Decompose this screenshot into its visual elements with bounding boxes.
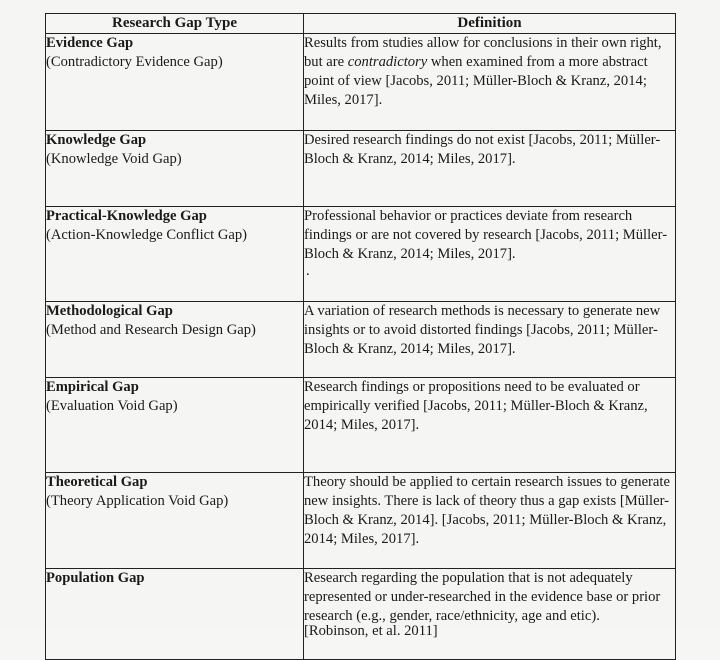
definition-text: Research regarding the population that is not adequately represented or under-researched in the evidence base or prior research (e.g., gender, race/ethnicity, age and etic). xyxy=(304,570,661,624)
definition-cell xyxy=(304,34,676,131)
table-row-theoretical-gap xyxy=(46,473,676,569)
gap-type-name: Population Gap xyxy=(46,570,145,586)
definition-text-continued: when examined from a more abstract point of view [Jacobs, 2011; Müller-Bloch & Kranz, 2014; Miles, 2017]. xyxy=(304,54,648,108)
definition-text: Professional behavior or practices deviate from research findings or are not covered by research [Jacobs, 2011; Müller-Bloch & Kranz, 2014; Miles, 2017]. xyxy=(304,208,668,262)
gap-type-cell xyxy=(46,473,304,569)
definition-cell: Desired research findings do not exist [Jacobs, 2011; Müller-Bloch & Kranz, 2014; Miles, 2017]. xyxy=(304,131,676,207)
table-row-practical-knowledge-gap xyxy=(46,207,676,302)
gap-type-cell xyxy=(46,207,304,302)
gap-type-alias: (Method and Research Design Gap) xyxy=(46,322,256,338)
gap-type-cell xyxy=(46,569,304,660)
gap-type-name: Practical-Knowledge Gap xyxy=(46,208,207,224)
gap-type-alias: (Theory Application Void Gap) xyxy=(46,493,229,509)
gap-type-name: Methodological Gap xyxy=(46,303,173,319)
gap-type-cell xyxy=(46,34,304,131)
definition-cell: Theory should be applied to certain research issues to generate new insights. There is lack of theory thus a gap exists [Müller-Bloch & Kranz, 2014]. [Jacobs, 2011; Müller-Bloch & Kranz, 2014; Miles, 2017]. xyxy=(304,473,676,569)
gap-type-cell xyxy=(46,302,304,378)
gap-type-alias: (Contradictory Evidence Gap) xyxy=(46,54,223,70)
gap-type-cell xyxy=(46,131,304,207)
gap-type-alias: (Knowledge Void Gap) xyxy=(46,151,182,167)
gap-type-alias: (Evaluation Void Gap) xyxy=(46,398,178,414)
definition-cell xyxy=(304,569,676,660)
table-row-population-gap xyxy=(46,569,676,660)
header-row xyxy=(46,14,676,34)
gap-type-name: Knowledge Gap xyxy=(46,132,147,148)
research-gap-table xyxy=(45,13,676,660)
gap-type-name: Evidence Gap xyxy=(46,35,134,51)
gap-type-name: Empirical Gap xyxy=(46,379,139,395)
table-row-evidence-gap xyxy=(46,34,676,131)
definition-text: Results from studies allow for conclusions in their own right, but are xyxy=(304,35,662,70)
definition-emphasis: contradictory xyxy=(347,54,428,70)
table-row-knowledge-gap xyxy=(46,131,676,207)
header-gap-type: Research Gap Type xyxy=(46,14,304,34)
definition-cell: Research findings or propositions need to be evaluated or empirically verified [Jacobs, 2011; Müller-Bloch & Kranz, 2014; Miles, 2017]. xyxy=(304,378,676,473)
table-row-methodological-gap xyxy=(46,302,676,378)
definition-cell xyxy=(304,207,676,302)
stray-dot: . xyxy=(306,263,310,279)
definition-cell: A variation of research methods is necessary to generate new insights or to avoid distorted findings [Jacobs, 2011; Müller-Bloch & Kranz, 2014; Miles, 2017]. xyxy=(304,302,676,378)
cut-off-citation: [Robinson, et al. 2011] xyxy=(304,623,438,639)
gap-type-alias: (Action-Knowledge Conflict Gap) xyxy=(46,227,248,243)
table-row-empirical-gap xyxy=(46,378,676,473)
gap-type-cell xyxy=(46,378,304,473)
gap-type-name: Theoretical Gap xyxy=(46,474,148,490)
header-definition: Definition xyxy=(304,14,676,34)
